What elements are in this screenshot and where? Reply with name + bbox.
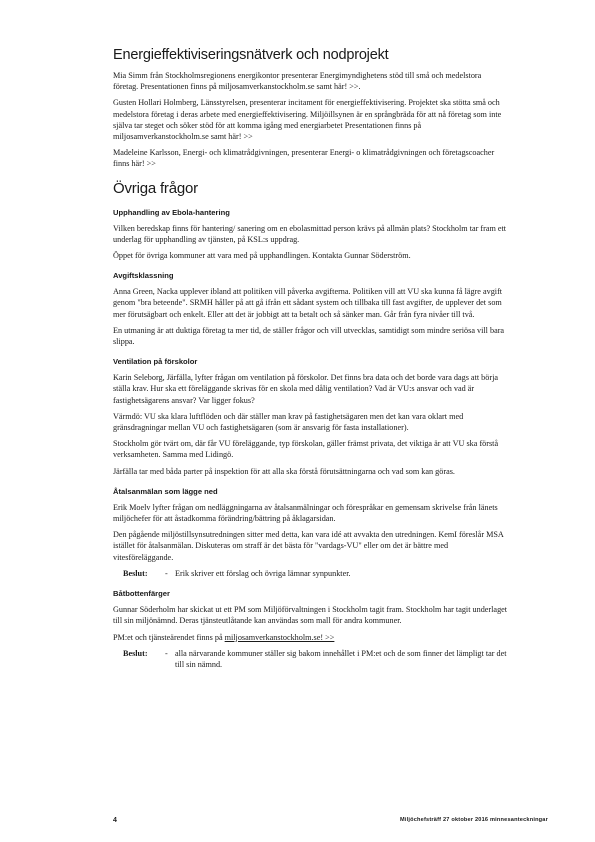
paragraph: Karin Seleborg, Järfälla, lyfter frågan om ventilation på förskolor. Det finns bra data och det borde vara dags att börja ställa krav. Hur ska ett föreläggande skrivas för en skola med dålig ventilation? Vad är VU:s ansvar och vad är fastighetsägarens ansvar? Var ligger fokus? [113,373,498,405]
decision-text: alla närvarande kommuner ställer sig bakom innehållet i PM:et och de som finner det lämpligt tar det till sin nämnd. [175,648,507,669]
page-footer [113,817,548,829]
subheading-ventilation: Ventilation på förskolor [113,357,198,367]
decision-dash: - [165,568,168,578]
decision-row [123,648,508,670]
subheading-prosecution: Åtalsanmälan som lägge ned [113,486,218,496]
pm-link[interactable]: miljosamverkanstockholm.se! >> [224,632,335,642]
paragraph: Anna Green, Nacka upplever ibland att politiken vill påverka avgifterna. Politiken vill att VU ska kunna få lägre avgift genom "bra beteende". SRMH håller på att gå ifrån ett sådant system och tillbaka till fast avgifter, de upplever det som mer förutsägbart och enkelt. Eller att det är jobbigt att ta betalt och så sänker man. Går från fyra nivåer till två. [113,287,503,319]
paragraph: Gusten Hollari Holmberg, Länsstyrelsen, presenterar incitament för energieffektivisering. Projektet ska stötta små och medelstora företag i deras arbete med energieffektivisering. Miljöillsynen är en språngbräda för att nå företag som inte själva tar steget och söker stöd för att komma igång med energiarbetet Presentationen finns på miljosamverkanstockholm.se samt här! >> [113,98,502,142]
paragraph: Erik Moelv lyfter frågan om nedläggningarna av åtalsanmälningar och förespråkar en gemensam skrivelse från länets miljöchefer för att åstadkomma förändring/bättring på åklagarsidan. [113,502,498,524]
pm-prefix: PM:et och tjänsteärendet finns på [113,632,225,642]
decision-text: Erik skriver ett förslag och övriga lämnar synpunkter. [175,568,351,578]
pm-paragraph [113,632,508,643]
paragraph: Mia Simm från Stockholmsregionens energikontor presenterar Energimyndighetens stöd till små och medelstora företag. Presentationen finns på miljosamverkanstockholm.se samt här! >>. [113,71,482,92]
paragraph: Madeleine Karlsson, Energi- och klimatrådgivningen, presenterar Energi- o klimatrådgivningen och företagscoacher finns här! >> [113,148,495,169]
paragraph: En utmaning är att duktiga företag ta mer tid, de ställer frågor och vill utvecklas, samtidigt som mindre seriösa vill bara slippa. [113,325,505,347]
subheading-ebola: Upphandling av Ebola-hantering [113,207,230,217]
paragraph: Öppet för övriga kommuner att vara med på upphandlingen. Kontakta Gunnar Söderström. [113,251,411,261]
paragraph: Vilken beredskap finns för hantering/ sanering om en ebolasmittad person krävs på allmän plats? Stockholm tar fram ett underlag för upphandling av tjänsten, på KSL:s uppdrag. [113,223,507,244]
page-number: 4 [113,817,117,824]
decision-label: Beslut: [123,568,148,578]
footer-text: Miljöchefsträff 27 oktober 2016 minnesanteckningar [399,817,548,823]
paragraph: Järfälla tar med båda parter på inspektion för att alla ska förstå förutsättningarna och vad som kan göras. [113,466,455,476]
decision-row [123,568,508,579]
paragraph: Gunnar Söderholm har skickat ut ett PM som Miljöförvaltningen i Stockholm tagit fram. Stockholm har tagit underlaget till sin miljönämnd. Deras tjänsteutlåtande kan användas som mall för andra kommuner. [113,605,508,626]
paragraph: Värmdö: VU ska klara luftflöden och där ställer man krav på fastighetsägaren men det kan vara oklart med gränsdragningar mellan VU och fastighetsägaren (som är ansvarig för fasta installationer). [113,411,464,433]
decision-label: Beslut: [123,648,148,658]
paragraph: Stockholm gör tvärt om, där får VU föreläggande, typ förskolan, gäller främst privata, det viktiga är att VU ska förstå verksamheten. Samma med Lidingö. [113,439,499,460]
decision-dash: - [165,648,168,658]
section-title-energy: Energieffektiviseringsnätverk och nodprojekt [113,47,389,63]
section-title-other: Övriga frågor [113,179,198,197]
paragraph: Den pågående miljöstillsynsutredningen sitter med detta, kan vara idé att avvakta den utredningen. KemI föreslår MSA istället för åtalsanmälan. Diskuteras om straff är det bästa för "vardags-VU" eller om det är bättre med vitesföreläggande. [113,530,504,562]
subheading-boat-paint: Båtbottenfärger [113,589,170,599]
subheading-fee-class: Avgiftsklassning [113,271,174,281]
page-content [113,46,508,678]
